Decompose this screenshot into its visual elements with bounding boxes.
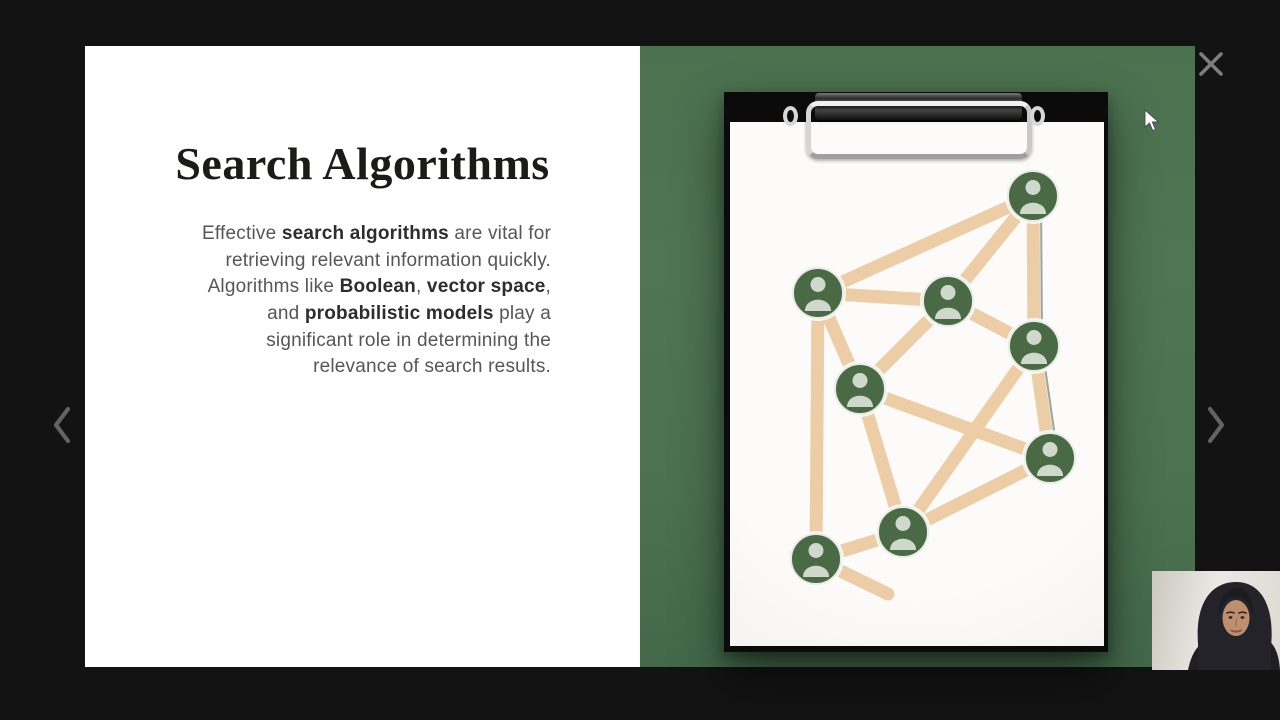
chevron-left-icon [50,404,74,446]
slide-paragraph [85,221,640,381]
clip-hinge-left [783,106,798,126]
close-icon [1196,49,1226,79]
person-node [877,506,929,558]
person-node [1008,320,1060,372]
slide-text-panel [85,46,640,667]
paragraph-line: significant role in determining the [266,329,551,351]
paragraph-line: retrieving relevant information quickly. [225,249,551,271]
person-node [792,267,844,319]
clip-hinge-right [1030,106,1045,126]
person-node [834,363,886,415]
next-slide-button[interactable] [1204,404,1228,446]
person-node [1024,432,1076,484]
paragraph-line: and probabilistic models play a [267,303,551,325]
chevron-right-icon [1204,404,1228,446]
slide-title: Search Algorithms [175,138,550,189]
clipboard-clip-frame [806,101,1032,159]
close-button[interactable] [1196,49,1226,79]
paragraph-line: relevance of search results. [313,356,551,378]
paragraph-line: Algorithms like Boolean, vector space, [207,276,551,298]
network-illustration [724,92,1108,652]
mouse-cursor-icon [1144,109,1162,133]
webcam-overlay[interactable] [1152,571,1280,670]
paragraph-line: Effective search algorithms are vital for [202,223,551,245]
person-node [1007,170,1059,222]
presenter-avatar [1152,571,1280,670]
person-node [790,533,842,585]
person-node [922,275,974,327]
previous-slide-button[interactable] [50,404,74,446]
